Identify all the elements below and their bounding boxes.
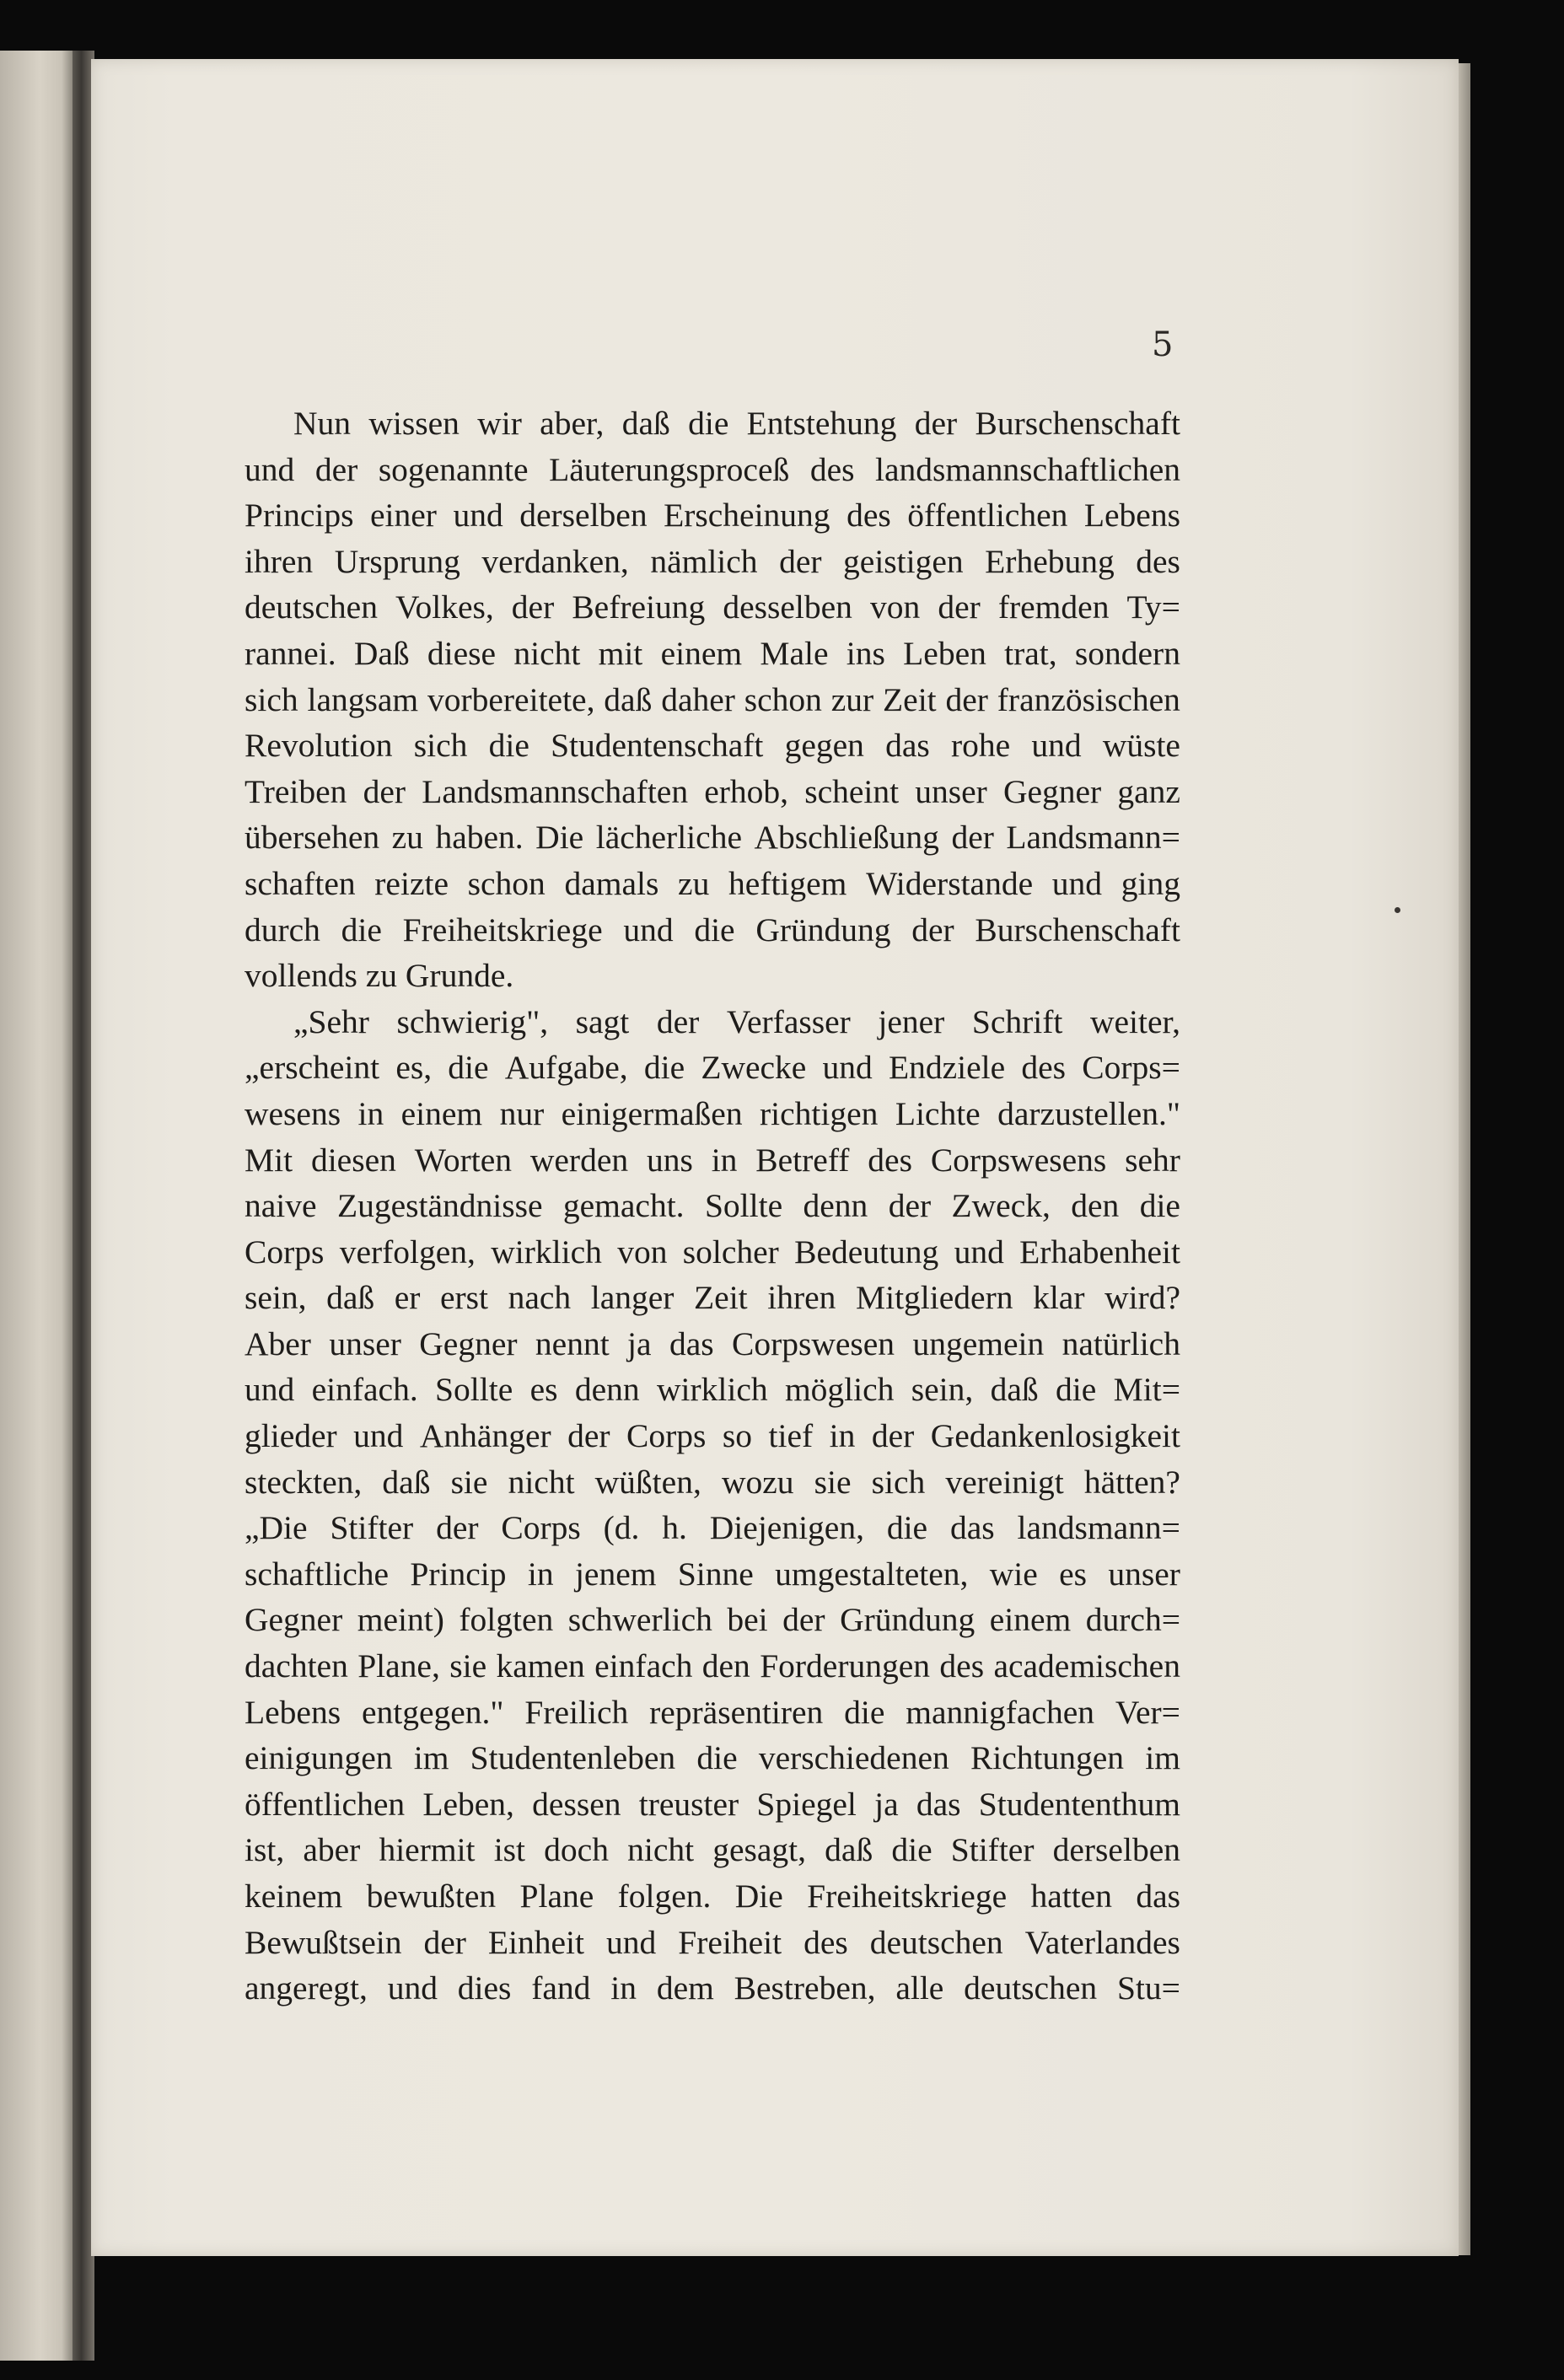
text-line: Lebens entgegen." Freilich repräsentiren die mannigfachen Ver= — [245, 1693, 1180, 1731]
text-line: Gegner meint) folgten schwerlich bei der Gründung einem durch= — [245, 1601, 1180, 1639]
text-line: Princips einer und derselben Erscheinung des öffentlichen Lebens — [245, 497, 1180, 535]
text-line: Bewußtsein der Einheit und Freiheit des deutschen Vaterlandes — [245, 1923, 1180, 1961]
text-line: naive Zugeständnisse gemacht. Sollte denn der Zweck, den die — [245, 1187, 1180, 1225]
text-line: Revolution sich die Studentenschaft gegen das rohe und wüste — [245, 727, 1180, 765]
left-page-edge — [0, 51, 73, 2361]
text-line: schaften reizte schon damals zu heftigem Widerstande und ging — [245, 864, 1180, 902]
text-line: Mit diesen Worten werden uns in Betreff des Corpswesens sehr — [245, 1141, 1180, 1179]
text-line: glieder und Anhänger der Corps so tief in der Gedankenlosigkeit — [245, 1417, 1180, 1455]
text-line: dachten Plane, sie kamen einfach den Forderungen des academischen — [245, 1647, 1180, 1685]
text-line: vollends zu Grunde. — [245, 957, 514, 995]
text-line: sich langsam vorbereitete, daß daher schon zur Zeit der französischen — [245, 680, 1180, 718]
text-line: Treiben der Landsmannschaften erhob, scheint unser Gegner ganz — [245, 772, 1180, 810]
text-line: übersehen zu haben. Die lächerliche Abschließung der Landsmann= — [245, 819, 1180, 857]
text-line: deutschen Volkes, der Befreiung desselben von der fremden Ty= — [245, 588, 1180, 626]
text-line: ist, aber hiermit ist doch nicht gesagt, daß die Stifter derselben — [245, 1831, 1180, 1869]
body-text — [245, 400, 1180, 2012]
text-line: Nun wissen wir aber, daß die Entstehung der Burschenschaft — [293, 405, 1180, 442]
text-line: angeregt, und dies fand in dem Bestreben, alle deutschen Stu= — [245, 1969, 1180, 2007]
text-line: „Sehr schwierig", sagt der Verfasser jener Schrift weiter, — [293, 1002, 1180, 1040]
text-line: schaftliche Princip in jenem Sinne umgestalteten, wie es unser — [245, 1555, 1180, 1593]
text-line: Aber unser Gegner nennt ja das Corpswesen ungemein natürlich — [245, 1324, 1180, 1362]
text-line: öffentlichen Leben, dessen treuster Spiegel ja das Studententhum — [245, 1785, 1180, 1823]
text-line: Corps verfolgen, wirklich von solcher Bedeutung und Erhabenheit — [245, 1233, 1180, 1271]
text-line: sein, daß er erst nach langer Zeit ihren Mitgliedern klar wird? — [245, 1279, 1180, 1317]
text-line: steckten, daß sie nicht wüßten, wozu sie sich vereinigt hätten? — [245, 1463, 1180, 1501]
text-line: ihren Ursprung verdanken, nämlich der geistigen Erhebung des — [245, 542, 1180, 580]
text-line: keinem bewußten Plane folgen. Die Freiheitskriege hatten das — [245, 1878, 1180, 1915]
ink-speck — [1395, 907, 1400, 913]
page-edge-shadow — [1459, 63, 1470, 2255]
text-line: und einfach. Sollte es denn wirklich möglich sein, daß die Mit= — [245, 1371, 1180, 1409]
text-line: wesens in einem nur einigermaßen richtigen Lichte darzustellen." — [245, 1094, 1180, 1132]
text-line: „erscheint es, die Aufgabe, die Zwecke und Endziele des Corps= — [245, 1049, 1180, 1087]
text-line: und der sogenannte Läuterungsproceß des landsmannschaftlichen — [245, 450, 1180, 488]
text-line: „Die Stifter der Corps (d. h. Diejenigen, die das landsmann= — [245, 1509, 1180, 1547]
text-line: rannei. Daß diese nicht mit einem Male ins Leben trat, sondern — [245, 634, 1180, 672]
text-line: durch die Freiheitskriege und die Gründung der Burschenschaft — [245, 911, 1180, 948]
page-number: 5 — [1152, 325, 1174, 364]
text-line: einigungen im Studentenleben die verschiedenen Richtungen im — [245, 1739, 1180, 1777]
